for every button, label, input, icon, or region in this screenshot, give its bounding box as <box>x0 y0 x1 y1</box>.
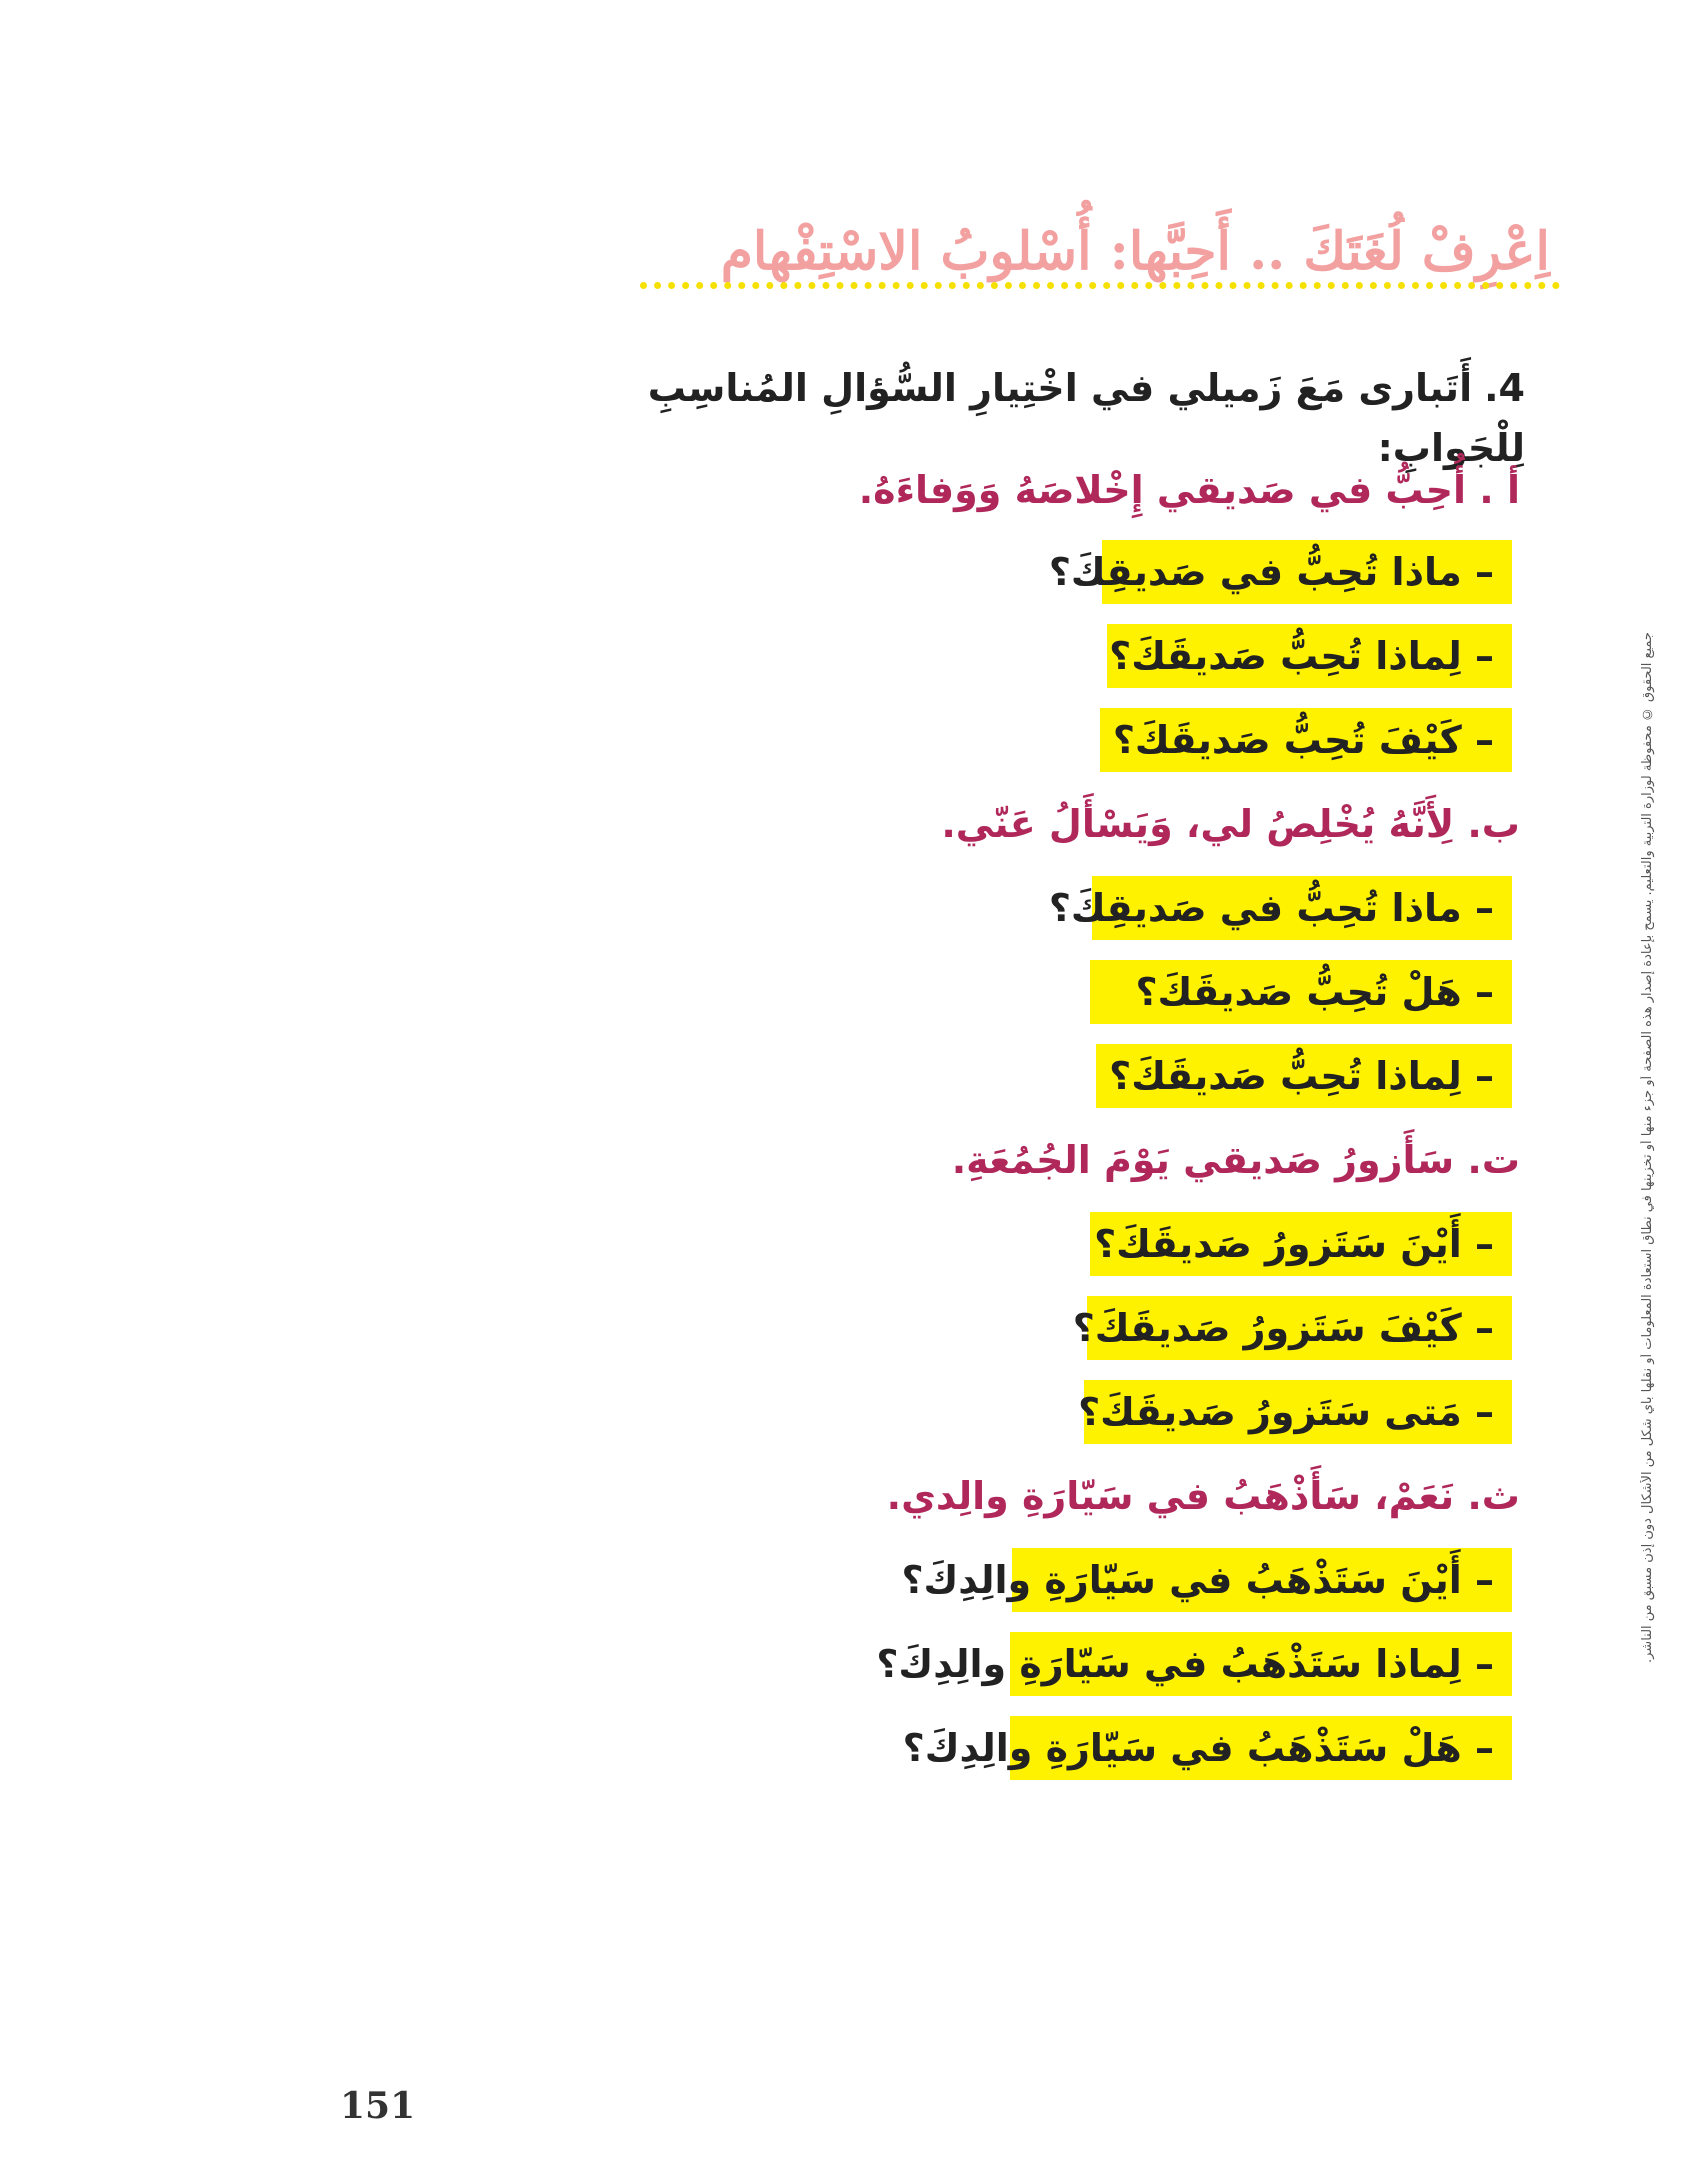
option-th2[interactable]: – لِماذا سَتَذْهَبُ في سَيّارَةِ والِدِكَ؟ <box>1010 1632 1512 1696</box>
option-t2[interactable]: – كَيْفَ سَتَزورُ صَديقَكَ؟ <box>1087 1296 1512 1360</box>
exercise-number: 4. <box>1484 366 1525 410</box>
option-b2[interactable]: – هَلْ تُحِبُّ صَديقَكَ؟ <box>1090 960 1512 1024</box>
option-a3[interactable]: – كَيْفَ تُحِبُّ صَديقَكَ؟ <box>1100 708 1512 772</box>
option-th1[interactable]: – أَيْنَ سَتَذْهَبُ في سَيّارَةِ والِدِكَ؟ <box>1012 1548 1512 1612</box>
answer-t-label: ت. سَأَزورُ صَديقي يَوْمَ الجُمُعَةِ. <box>951 1138 1520 1182</box>
lesson-title: اِعْرِفْ لُغَتَكَ .. أَحِبَّها: أُسْلوبُ الاسْتِفْهام <box>720 221 1550 282</box>
exercise-instruction <box>525 358 1525 478</box>
option-a2[interactable]: – لِماذا تُحِبُّ صَديقَكَ؟ <box>1107 624 1512 688</box>
answer-b-label: ب. لِأَنَّهُ يُخْلِصُ لي، وَيَسْأَلُ عَنّي. <box>941 802 1520 846</box>
option-th3[interactable]: – هَلْ سَتَذْهَبُ في سَيّارَةِ والِدِكَ؟ <box>1010 1716 1512 1780</box>
title-dotted-rule <box>640 282 1560 289</box>
answer-a-label: أ . أُحِبُّ في صَديقي إِخْلاصَهُ وَوَفاءَهُ. <box>858 468 1520 512</box>
option-t3[interactable]: – مَتى سَتَزورُ صَديقَكَ؟ <box>1084 1380 1512 1444</box>
copyright-side-note: جميع الحقوق © محفوظة لوزارة التربية والتعليم. يسمح بإعادة إصدار هذه الصفحة أو جزء منها أو تخزينها في نطاق استعادة المعلومات أو نقلها بأي شكل من الأشكال دون إذن مسبق من الناشر. <box>1640 632 1655 1663</box>
option-t1[interactable]: – أَيْنَ سَتَزورُ صَديقَكَ؟ <box>1090 1212 1512 1276</box>
page-number: 151 <box>340 2085 416 2127</box>
option-b1[interactable]: – ماذا تُحِبُّ في صَديقِكَ؟ <box>1092 876 1512 940</box>
option-a1[interactable]: – ماذا تُحِبُّ في صَديقِكَ؟ <box>1102 540 1512 604</box>
option-b3[interactable]: – لِماذا تُحِبُّ صَديقَكَ؟ <box>1096 1044 1512 1108</box>
answer-th-label: ث. نَعَمْ، سَأَذْهَبُ في سَيّارَةِ والِدي. <box>886 1474 1520 1518</box>
instruction-text: أَتَبارى مَعَ زَميلي في اخْتِيارِ السُّؤالِ المُناسِبِ لِلْجَوابِ: <box>647 366 1525 470</box>
